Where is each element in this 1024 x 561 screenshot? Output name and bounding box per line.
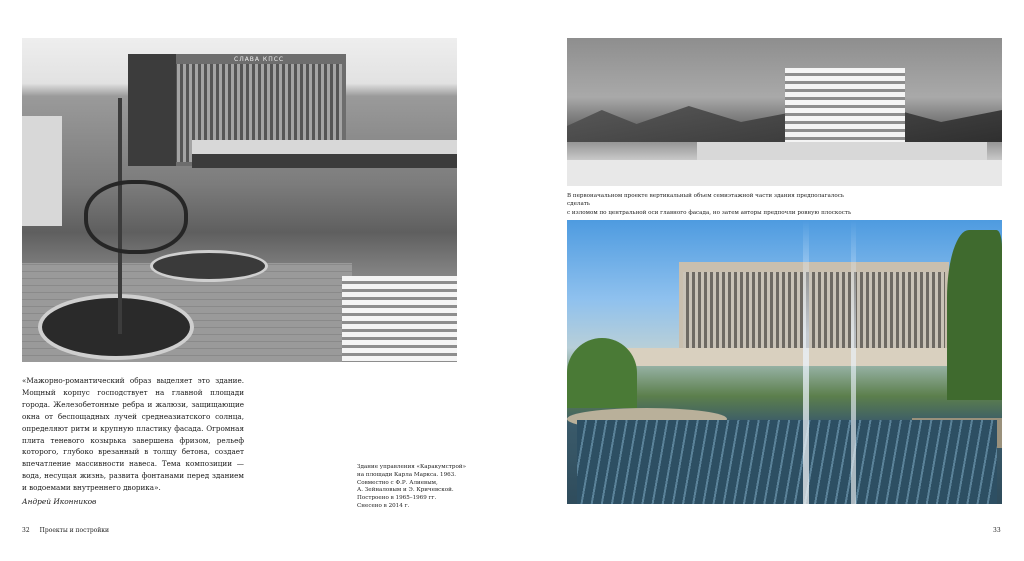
caption-line: А. Зейналовым и Э. Кричевской. (357, 487, 454, 494)
caption-line: Здание управления «Каракумстрой» (357, 464, 466, 470)
rendering-caption (567, 192, 867, 217)
main-photo-caption (357, 464, 467, 511)
caption-line: В первоначальном проекте вертикальный объем семиэтажной части здания предполагалось сделать (567, 193, 844, 208)
fountain-basin (38, 294, 194, 360)
caption-line: Совместно с Ф.Р. Алиевым, (357, 479, 438, 486)
tree-left (567, 338, 637, 408)
quote-text: «Мажорно-романтический образ выделяет это здание. Мощный корпус господствует на главной площади города. Железобетонные ребра и жалюзи, защищающие окна от беспощадных лучей среднеазиатского солнца, определяют ритм и крупную пластику фасада. Огромная плита теневого козырька завершена фризом, рельеф которого, глубоко врезанный в толщу бетона, создает впечатление массивности навеса. Тема композиции — вода, несущая жизнь, развита фонтанами перед зданием и водоемами внутреннего дворика». (22, 376, 244, 493)
footer-left (22, 527, 109, 534)
sketch-canopy (697, 142, 987, 160)
page-number-left: 32 (22, 527, 30, 534)
old-building (22, 116, 62, 226)
building-side-wall (128, 54, 176, 166)
color-canopy (627, 348, 967, 366)
tree-right (947, 230, 1002, 400)
fountain-jet (803, 220, 809, 504)
caption-line: Построено в 1965–1969 гг. (357, 495, 437, 502)
color-louvres (683, 272, 945, 350)
caption-line: с изломом по центральной оси главного фасада, но затем авторы предпочли ровную плоскость (567, 209, 851, 216)
project-rendering (567, 38, 1002, 186)
quote-author: Андрей Иконников (22, 497, 97, 506)
caption-line: Снесено в 2014 г. (357, 502, 410, 509)
sketch-ground (567, 160, 1002, 186)
sculpture-ring (84, 180, 188, 254)
section-title: Проекты и постройки (39, 527, 110, 534)
rooftop-sign: СЛАВА КПСС (234, 56, 285, 63)
ground-floor (192, 154, 457, 168)
caption-line: на площади Карла Маркса. 1963. (357, 471, 457, 478)
pool-water (577, 420, 997, 504)
page-number-right: 33 (993, 527, 1001, 534)
main-photo (22, 38, 457, 362)
fountain-jet (851, 220, 856, 504)
color-photo (567, 220, 1002, 504)
stairs (342, 276, 457, 362)
small-basin (150, 250, 268, 282)
